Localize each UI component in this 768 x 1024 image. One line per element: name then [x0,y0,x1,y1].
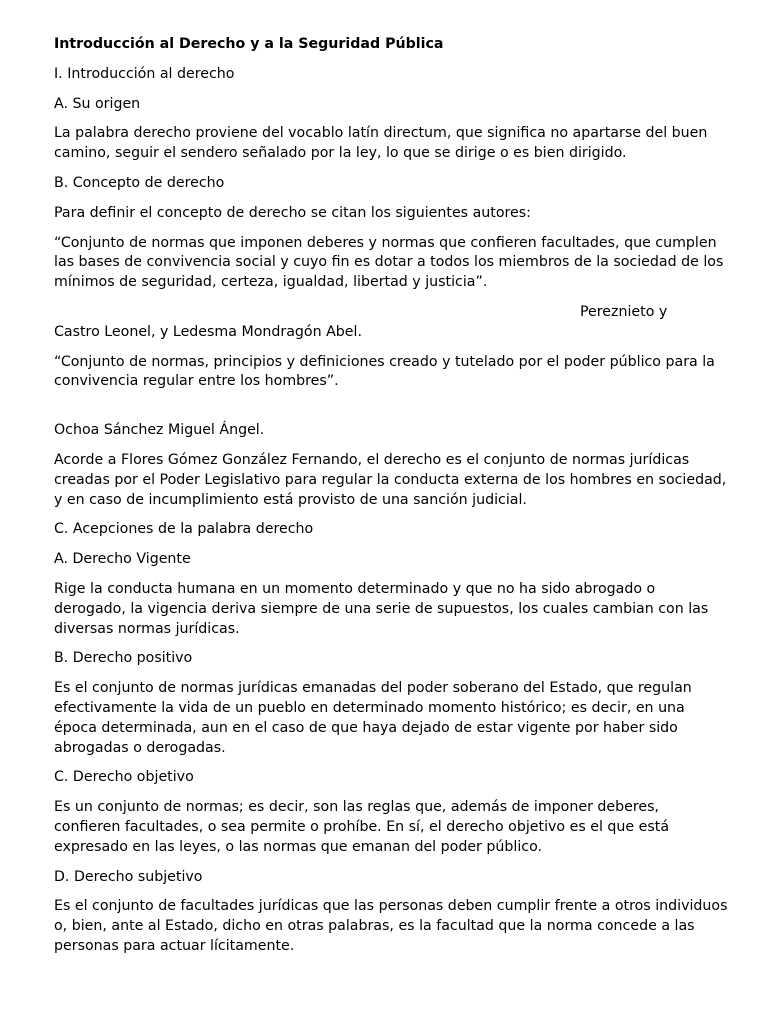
subsection-heading: C. Derecho objetivo [54,769,194,786]
concept-intro: Para definir el concepto de derecho se citan los siguientes autores: [54,204,531,221]
subsection-heading: C. Acepciones de la palabra derecho [54,521,314,538]
vigente-paragraph: Rige la conducta humana en un momento determinado y que no ha sido abrogado o derogado, la vigencia deriva siempre de una serie de supuestos, los cuales cambian con las diversas normas jurídicas. [54,580,709,637]
author-attribution: Pereznieto y [580,303,668,320]
subsection-heading: B. Derecho positivo [54,650,193,667]
subsection-heading: B. Concepto de derecho [54,174,225,191]
flores-paragraph: Acorde a Flores Gómez González Fernando, el derecho es el conjunto de normas jurídicas creadas por el Poder Legislativo para regular la conducta externa de los hombres en sociedad, y en caso de incumplimiento está provisto de una sanción judicial. [54,451,727,508]
author-attribution: Ochoa Sánchez Miguel Ángel. [54,422,265,439]
section-heading: I. Introducción al derecho [54,65,235,82]
subsection-heading: A. Su origen [54,95,141,112]
subsection-heading: D. Derecho subjetivo [54,868,203,885]
quote-paragraph: “Conjunto de normas, principios y definiciones creado y tutelado por el poder público para la convivencia regular entre los hombres”. [54,353,715,390]
subjetivo-paragraph: Es el conjunto de facultades jurídicas que las personas deben cumplir frente a otros individuos o, bien, ante al Estado, dicho en otras palabras, es la facultad que la norma concede a las personas para actuar lícitamente. [54,898,728,954]
origin-paragraph: La palabra derecho proviene del vocablo latín directum, que significa no apartarse del buen camino, seguir el sendero señalado por la ley, lo que se dirige o es bien dirigido. [54,125,708,162]
author-attribution-continued: Castro Leonel, y Ledesma Mondragón Abel. [54,323,362,340]
positivo-paragraph: Es el conjunto de normas jurídicas emanadas del poder soberano del Estado, que regulan efectivamente la vida de un pueblo en determinado momento histórico; es decir, en una época determinada, aun en el caso de que haya dejado de estar vigente por haber sido abrogadas o derogadas. [54,680,692,756]
document-title: Introducción al Derecho y a la Seguridad Pública [54,36,444,52]
subsection-heading: A. Derecho Vigente [54,551,191,568]
quote-paragraph: “Conjunto de normas que imponen deberes y normas que confieren facultades, que cumplen las bases de convivencia social y cuyo fin es dotar a todos los miembros de la sociedad de los mínimos de seguridad, certeza, igualdad, libertad y justicia”. [54,234,724,291]
objetivo-paragraph: Es un conjunto de normas; es decir, son las reglas que, además de imponer deberes, confieren facultades, o sea permite o prohíbe. En sí, el derecho objetivo es el que está expresado en las leyes, o las normas que emanan del poder público. [54,799,670,855]
